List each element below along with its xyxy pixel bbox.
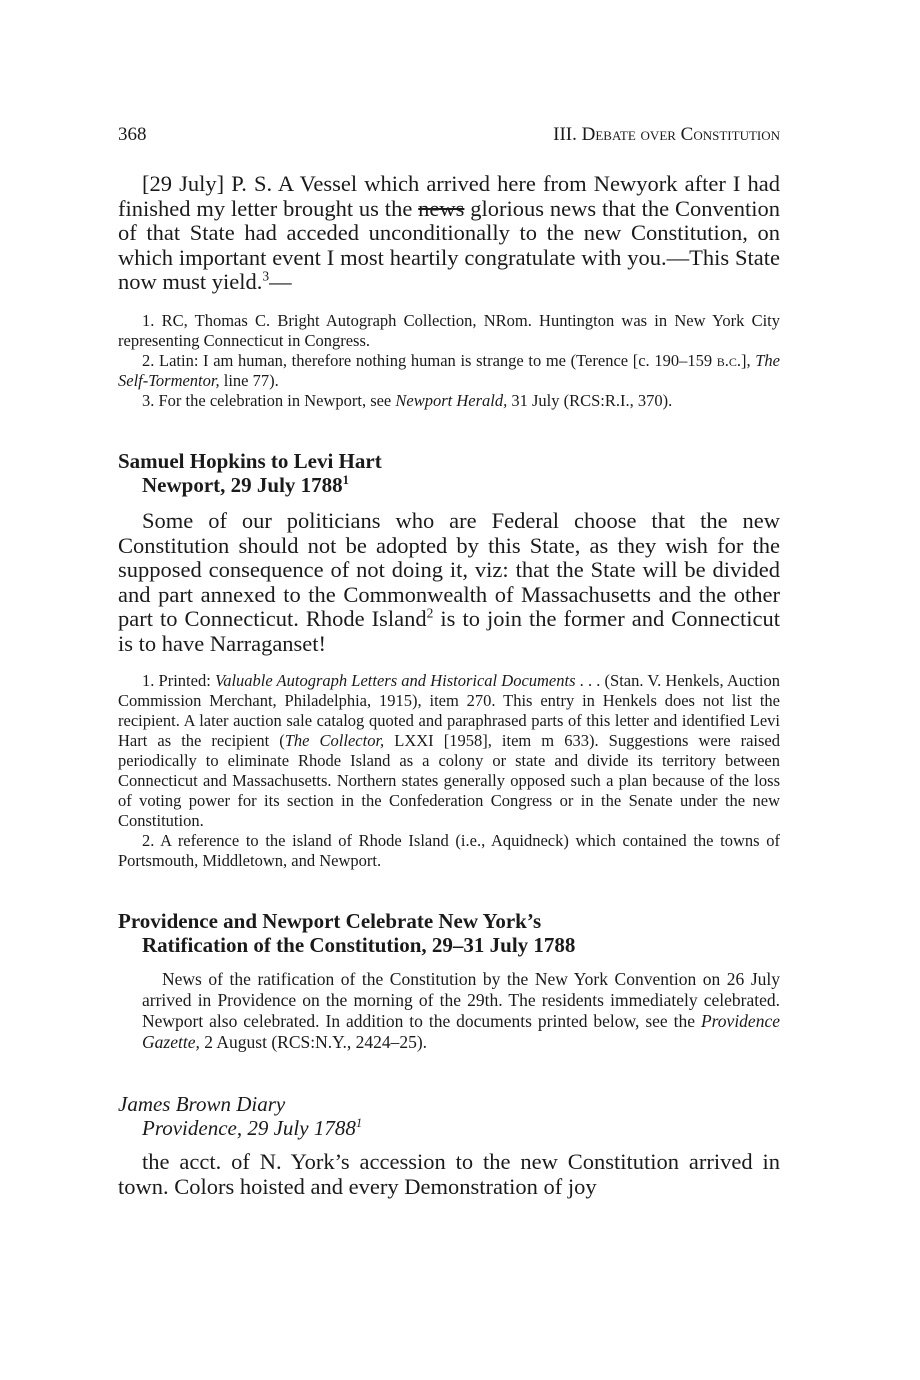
- footnote-2-text-b: ],: [740, 351, 756, 370]
- section-heading: [118, 449, 780, 497]
- footnote-2: 2. A reference to the island of Rhode Island (i.e., Aquidneck) which contained the towns of Portsmouth, Middletown, and Newport.: [118, 831, 780, 870]
- brown-diary: [118, 1150, 780, 1199]
- ps-tail: —: [269, 269, 292, 294]
- footnote-3-text-b: 31 July (RCS:R.I., 370).: [507, 391, 673, 410]
- footnote-ref: 3: [262, 268, 270, 284]
- footnote-3: [118, 391, 780, 411]
- hopkins-paragraph: [118, 509, 780, 656]
- footnote-ref: 1: [355, 1116, 363, 1130]
- ps-letter: [118, 172, 780, 295]
- heading-subtitle-text: Newport, 29 July 1788: [142, 473, 343, 497]
- brown-paragraph: the acct. of N. York’s accession to the new Constitution arrived in town. Colors hoisted and every Demonstration of joy: [118, 1149, 780, 1199]
- intro-text: News of the ratification of the Constitution by the New York Convention on 26 July arrived in Providence on the morning of the 29th. The residents immediately celebrated. Newport also celebrated. In addition to the documents printed below, see the: [142, 969, 780, 1031]
- running-title-text: Debate over Constitution: [581, 124, 780, 145]
- running-title: [553, 124, 780, 146]
- brown-heading: [118, 1092, 780, 1140]
- hopkins-letter: [118, 509, 780, 656]
- footnote-2-text: 2. Latin: I am human, therefore nothing human is strange to me (Terence [c. 190–159: [142, 351, 717, 370]
- section-heading: [118, 909, 780, 957]
- footnote-1-text-c: LXXI [1958], item m 633). Suggestions were raised periodically to eliminate Rhode Island as a colony or state and divide its territory between Connecticut and Massachusetts. Northern states generally opposed such a plan because of the loss of voting power for its section in the Confederation Congress or in the Senate under the new Constitution.: [118, 731, 781, 830]
- footnote-1: [118, 671, 780, 831]
- struck-word: news: [418, 195, 465, 221]
- section-heading: [118, 1092, 780, 1140]
- footnote-2-text-c: line 77).: [219, 371, 279, 390]
- heading-subtitle-text: Providence, 29 July 1788: [142, 1116, 356, 1140]
- footnote-1: 1. RC, Thomas C. Bright Autograph Collection, NRom. Huntington was in New York City representing Connecticut in Congress.: [118, 311, 780, 350]
- running-head: [118, 124, 780, 148]
- ps-lead: P. S. A Vessel which arrived here from Newyork after I had finished my letter brought us the: [118, 171, 780, 221]
- intro-title: Providence Gazette,: [142, 1011, 780, 1052]
- footnote-1-title-2: The Collector,: [284, 731, 385, 750]
- ps-letter-paragraph: [118, 172, 780, 295]
- footnote-ref: 1: [342, 473, 349, 487]
- celebrate-heading: [118, 909, 780, 957]
- footnote-3-text: 3. For the celebration in Newport, see: [142, 391, 396, 410]
- heading-title: Providence and Newport Celebrate New York’s: [118, 909, 542, 933]
- ps-rest: glorious news that the Convention of that State had acceded unconditionally to the new Constitution, on which important event I most heartily congratulate with you.—This State now must yield.: [118, 195, 780, 294]
- footnote-2-era: b.c.: [716, 351, 741, 370]
- footnote-ref: 2: [426, 605, 434, 621]
- ps-date: [29 July]: [142, 171, 225, 196]
- hopkins-text-b: is to join the former and Connecticut is to have Narraganset!: [118, 606, 780, 656]
- hopkins-footnotes: [118, 671, 780, 871]
- page-number: 368: [118, 124, 147, 145]
- footnote-2-title: The Self-Tormentor,: [118, 351, 780, 390]
- intro-paragraph: [118, 969, 780, 1053]
- intro-text-b: 2 August (RCS:N.Y., 2424–25).: [199, 1032, 428, 1052]
- heading-subtitle: [118, 1116, 780, 1140]
- heading-title: Samuel Hopkins to Levi Hart: [118, 449, 382, 473]
- footnote-1-title: Valuable Autograph Letters and Historical Documents: [214, 671, 576, 690]
- footnote-3-title: Newport Herald,: [395, 391, 508, 410]
- hopkins-heading: [118, 449, 780, 497]
- footnote-2: [118, 351, 780, 391]
- footnote-1-text: 1. Printed:: [142, 671, 215, 690]
- celebrate-intro: [118, 969, 780, 1053]
- heading-subtitle: Ratification of the Constitution, 29–31 July 1788: [142, 933, 576, 957]
- heading-title: James Brown Diary: [118, 1092, 286, 1116]
- running-title-roman: III.: [553, 124, 577, 145]
- hopkins-text: Some of our politicians who are Federal choose that the new Constitution should not be adopted by this State, as they wish for the supposed consequence of not doing it, viz: that the State will be divided and part annexed to the Commonwealth of Massachusetts and the other part to Connecticut. Rhode Island: [118, 508, 780, 631]
- ps-footnotes: [118, 311, 780, 411]
- footnote-1-text-b: . . . (Stan. V. Henkels, Auction Commission Merchant, Philadelphia, 1915), item 270. This entry in Henkels does not list the recipient. A later auction sale catalog quoted and paraphrased parts of this letter and identified Levi Hart as the recipient (: [118, 671, 781, 750]
- heading-subtitle: [118, 473, 780, 497]
